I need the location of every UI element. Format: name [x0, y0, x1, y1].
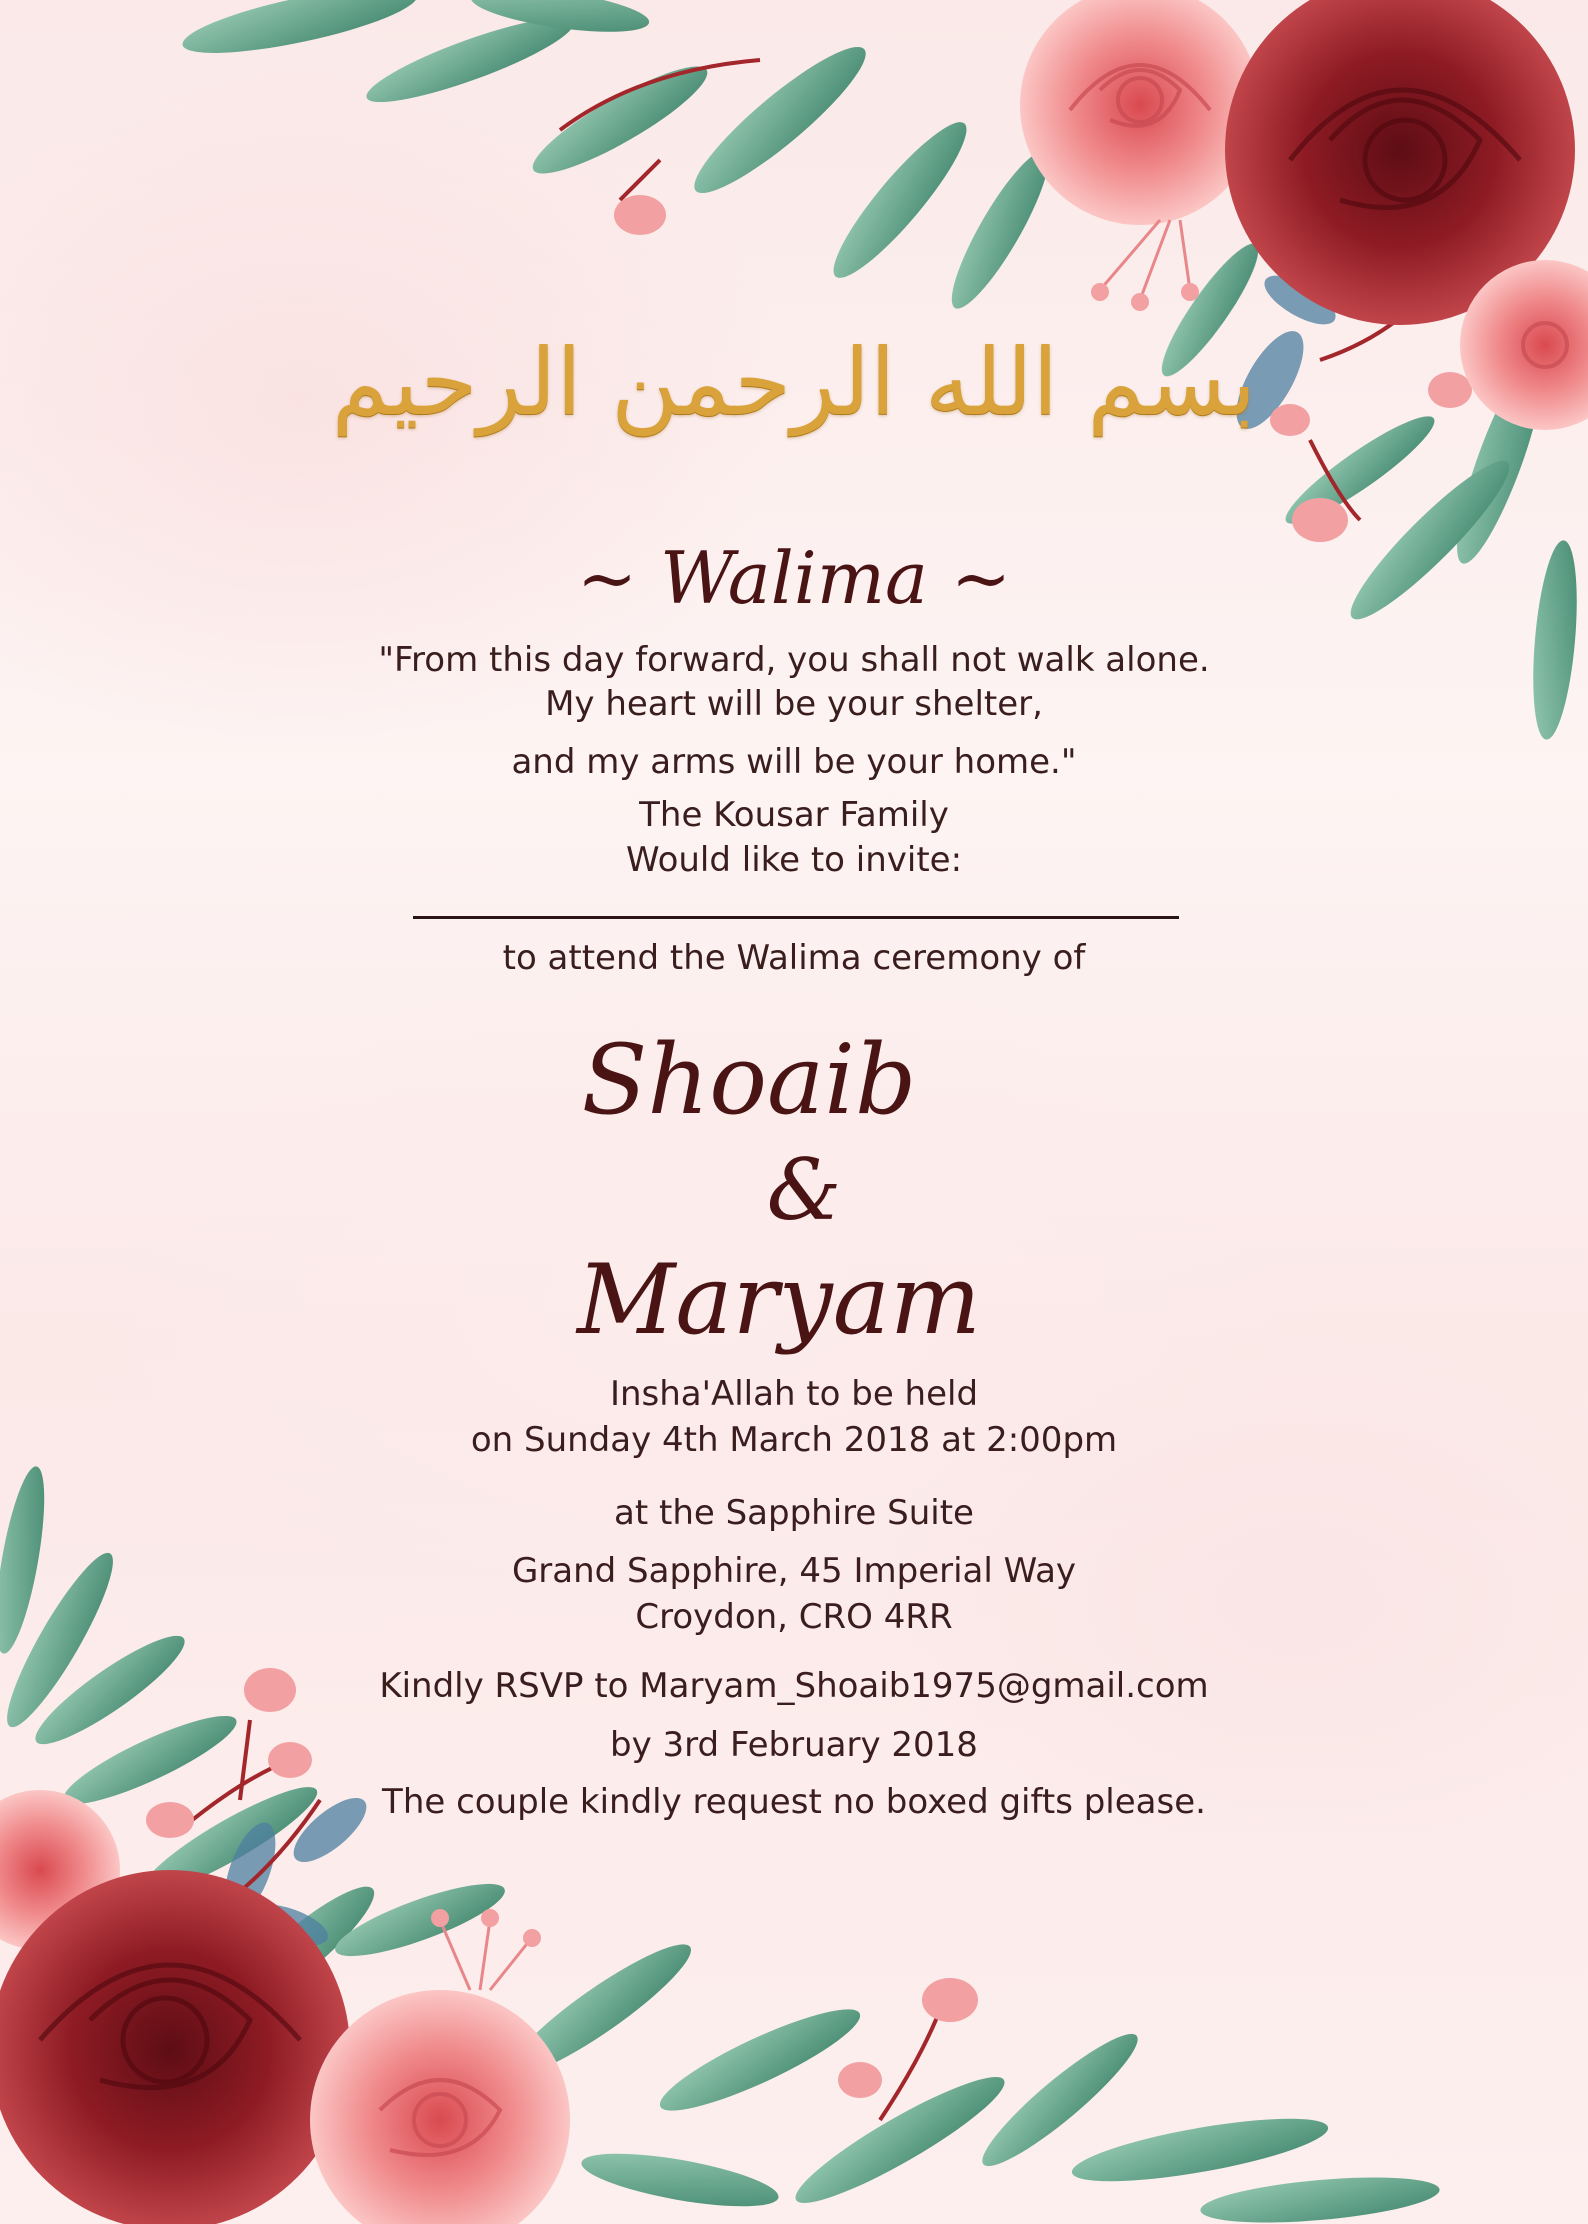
held-line: Insha'Allah to be held: [609, 1374, 979, 1414]
host-line-2: Would like to invite:: [625, 840, 963, 880]
rsvp-line-2: by 3rd February 2018: [610, 1725, 978, 1765]
invitee-name-line: [413, 916, 1179, 919]
date-line: on Sunday 4th March 2018 at 2:00pm: [470, 1420, 1118, 1460]
rsvp-line-1: Kindly RSVP to Maryam_Shoaib1975@gmail.com: [379, 1666, 1209, 1706]
attend-line: to attend the Walima ceremony of: [502, 938, 1086, 978]
venue-line-1: at the Sapphire Suite: [614, 1493, 974, 1533]
bismillah-calligraphy: بسم الله الرحمن الرحيم: [331, 329, 1257, 436]
event-heading: ~ Walima ~: [576, 536, 1012, 620]
gifts-line: The couple kindly request no boxed gifts please.: [382, 1782, 1206, 1822]
quote-line-3: and my arms will be your home.": [511, 742, 1077, 782]
quote-line-2: My heart will be your shelter,: [545, 684, 1043, 724]
host-line-1: The Kousar Family: [639, 795, 949, 835]
ampersand: &: [766, 1141, 842, 1239]
groom-name: Shoaib: [581, 1024, 917, 1136]
quote-line-1: "From this day forward, you shall not walk alone.: [378, 640, 1210, 680]
venue-line-3: Croydon, CRO 4RR: [635, 1597, 953, 1637]
venue-line-2: Grand Sapphire, 45 Imperial Way: [511, 1551, 1077, 1591]
bride-name: Maryam: [577, 1244, 981, 1356]
